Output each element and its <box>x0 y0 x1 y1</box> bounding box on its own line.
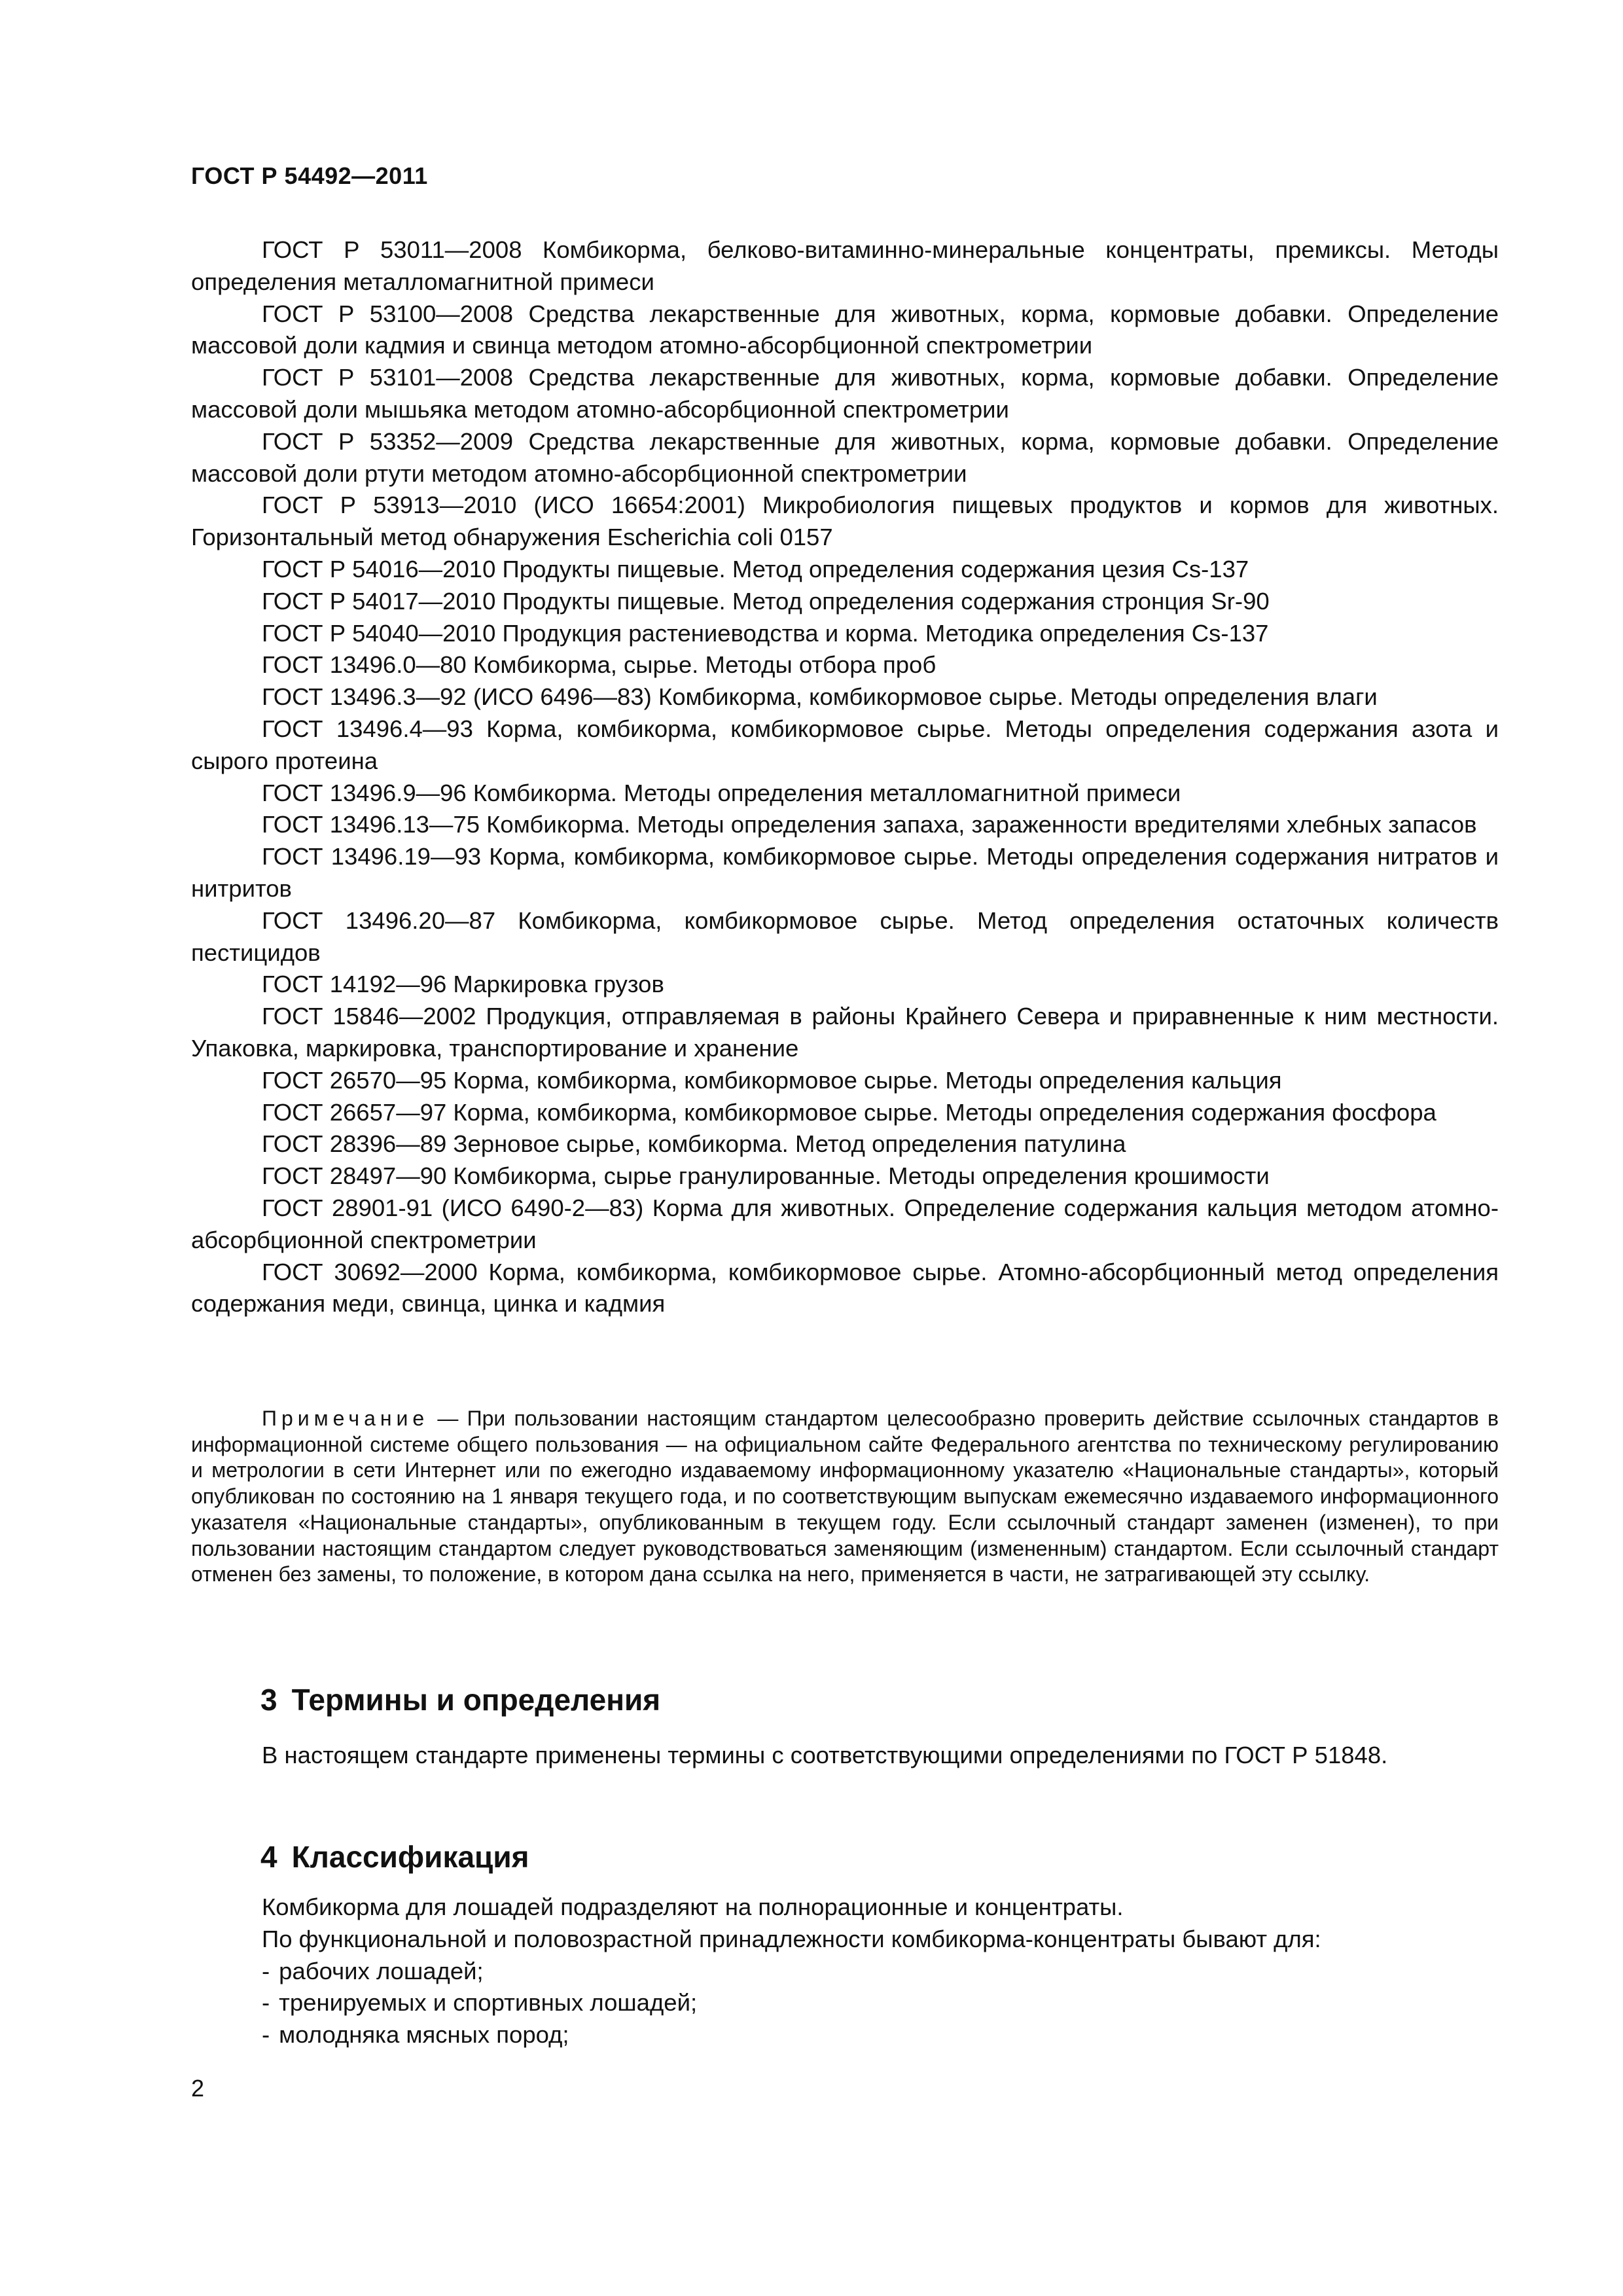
section-3-body: В настоящем стандарте применены термины с соответствующими определениями по ГОСТ Р 51848. <box>262 1742 1388 1768</box>
reference-item: ГОСТ Р 53011—2008 Комбикорма, белково-витаминно-минеральные концентраты, премиксы. Методы определения металломагнитной примеси <box>191 236 1499 295</box>
reference-item: ГОСТ Р 53100—2008 Средства лекарственные для животных, корма, кормовые добавки. Определение массовой доли кадмия и свинца методом атомно-абсорбционной спектрометрии <box>191 300 1499 359</box>
list-item-text: тренируемых и спортивных лошадей; <box>279 1989 698 2017</box>
reference-item: ГОСТ 13496.19—93 Корма, комбикорма, комбикормовое сырье. Методы определения содержания нитратов и нитритов <box>191 843 1499 902</box>
list-item <box>191 1987 1499 2019</box>
document-header: ГОСТ Р 54492—2011 <box>191 162 428 189</box>
list-dash: - <box>262 1989 270 2017</box>
list-item <box>191 1956 1499 1988</box>
section-4-paragraph: Комбикорма для лошадей подразделяют на полнорационные и концентраты. <box>262 1893 1124 1920</box>
section-4-number: 4 <box>260 1840 277 1874</box>
reference-item: ГОСТ Р 53913—2010 (ИСО 16654:2001) Микробиология пищевых продуктов и кормов для животных. Горизонтальный метод обнаружения Escherichia coli 0157 <box>191 492 1499 551</box>
reference-item: ГОСТ 28901-91 (ИСО 6490-2—83) Корма для животных. Определение содержания кальция методом атомно-абсорбционной спектрометрии <box>191 1194 1499 1253</box>
section-3-heading <box>260 1682 660 1717</box>
section-4-body <box>191 1892 1499 2051</box>
list-dash: - <box>262 2021 270 2049</box>
reference-item: ГОСТ 13496.0—80 Комбикорма, сырье. Методы отбора проб <box>262 651 936 679</box>
reference-item: ГОСТ 26657—97 Корма, комбикорма, комбикормовое сырье. Методы определения содержания фосфора <box>262 1098 1436 1126</box>
reference-item: ГОСТ 13496.4—93 Корма, комбикорма, комбикормовое сырье. Методы определения содержания азота и сырого протеина <box>191 715 1499 774</box>
list-item-text: рабочих лошадей; <box>279 1957 484 1984</box>
section-4-heading <box>260 1839 529 1874</box>
reference-item: ГОСТ Р 54016—2010 Продукты пищевые. Метод определения содержания цезия Cs-137 <box>262 555 1249 583</box>
section-3-title: Термины и определения <box>291 1683 661 1717</box>
note-text: — При пользовании настоящим стандартом целесообразно проверить действие ссылочных стандартов в информационной системе общего пользования — на официальном сайте Федерального агентства по техническому регулированию и метрологии в сети Интернет или по ежегодно издаваемому информационному указателю «Национальные стандарты», который опубликован по состоянию на 1 января текущего года, и по соответствующим выпускам ежемесячно издаваемого информационного указателя «Национальные стандарты», опубликованным в текущем году. Если ссылочный стандарт заменен (изменен), то при пользовании настоящим стандартом следует руководствоваться заменяющим (измененным) стандартом. Если ссылочный стандарт отменен без замены, то положение, в котором дана ссылка на него, применяется в части, не затрагивающей эту ссылку. <box>191 1407 1499 1587</box>
reference-item: ГОСТ 14192—96 Маркировка грузов <box>262 971 664 998</box>
section-4-title: Классификация <box>291 1840 529 1874</box>
list-item-text: молодняка мясных пород; <box>279 2021 569 2049</box>
reference-item: ГОСТ 28396—89 Зерновое сырье, комбикорма. Метод определения патулина <box>262 1130 1126 1158</box>
reference-item: ГОСТ Р 54040—2010 Продукция растениеводства и корма. Методика определения Cs-137 <box>262 619 1269 647</box>
normative-references-list <box>191 234 1499 1320</box>
reference-item: ГОСТ Р 54017—2010 Продукты пищевые. Метод определения содержания стронция Sr-90 <box>262 587 1270 615</box>
note-paragraph <box>191 1406 1499 1588</box>
reference-item: ГОСТ Р 53352—2009 Средства лекарственные для животных, корма, кормовые добавки. Определение массовой доли ртути методом атомно-абсорбционной спектрометрии <box>191 427 1499 487</box>
reference-item: ГОСТ 28497—90 Комбикорма, сырье гранулированные. Методы определения крошимости <box>262 1162 1270 1190</box>
reference-item: ГОСТ 13496.20—87 Комбикорма, комбикормовое сырье. Метод определения остаточных количеств пестицидов <box>191 906 1499 966</box>
reference-item: ГОСТ 26570—95 Корма, комбикорма, комбикормовое сырье. Методы определения кальция <box>262 1066 1282 1094</box>
list-item <box>191 2019 1499 2051</box>
reference-item: ГОСТ 13496.9—96 Комбикорма. Методы определения металломагнитной примеси <box>262 779 1181 806</box>
reference-item: ГОСТ Р 53101—2008 Средства лекарственные для животных, корма, кормовые добавки. Определение массовой доли мышьяка методом атомно-абсорбционной спектрометрии <box>191 364 1499 423</box>
list-dash: - <box>262 1957 270 1984</box>
section-3-number: 3 <box>260 1683 277 1717</box>
reference-item: ГОСТ 13496.13—75 Комбикорма. Методы определения запаха, зараженности вредителями хлебных запасов <box>262 811 1477 838</box>
reference-item: ГОСТ 15846—2002 Продукция, отправляемая в районы Крайнего Севера и приравненные к ним местности. Упаковка, маркировка, транспортирование и хранение <box>191 1003 1499 1062</box>
reference-item: ГОСТ 30692—2000 Корма, комбикорма, комбикормовое сырье. Атомно-абсорбционный метод определения содержания меди, свинца, цинка и кадмия <box>191 1258 1499 1318</box>
section-4-paragraph: По функциональной и половозрастной принадлежности комбикорма-концентраты бывают для: <box>262 1925 1321 1952</box>
page-number: 2 <box>191 2075 205 2102</box>
note-label: Примечание <box>262 1407 429 1430</box>
reference-item: ГОСТ 13496.3—92 (ИСО 6496—83) Комбикорма, комбикормовое сырье. Методы определения влаги <box>262 683 1378 711</box>
